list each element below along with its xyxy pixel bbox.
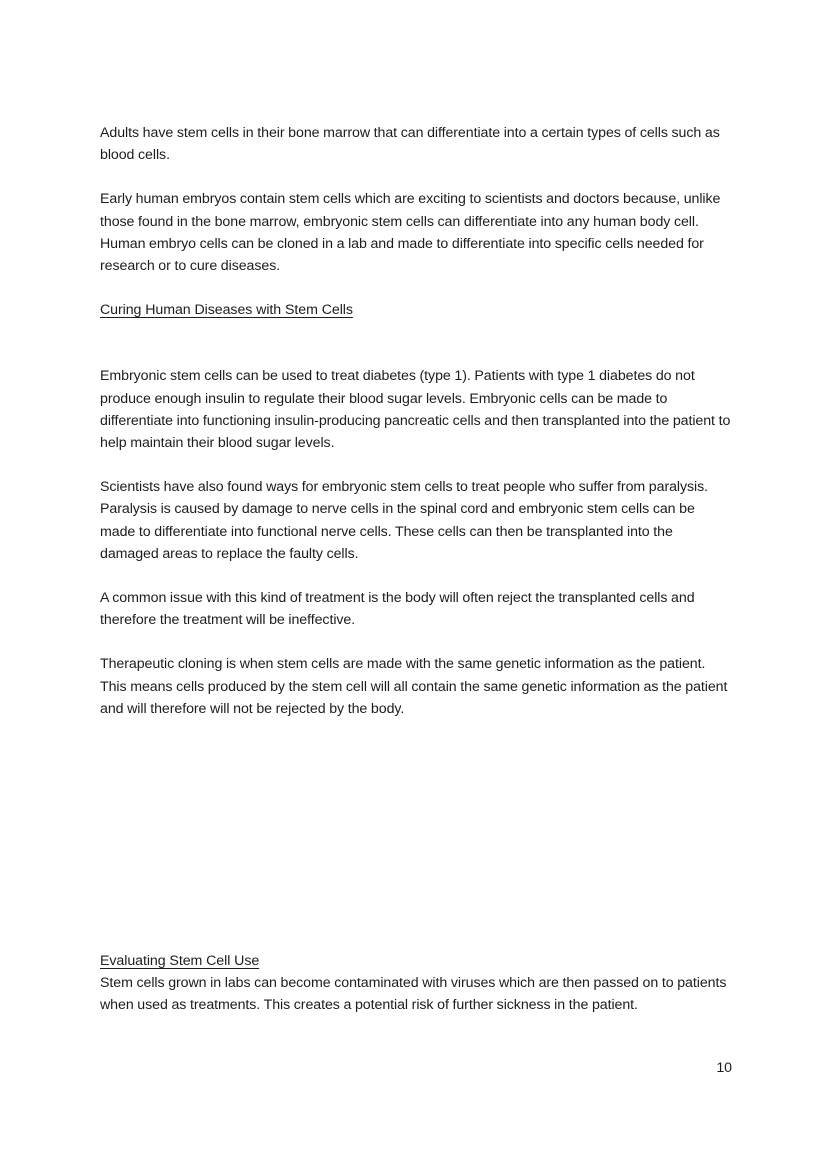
document-body [100, 122, 732, 1039]
paragraph-transplant-rejection: A common issue with this kind of treatment is the body will often reject the transplanted cells and therefore the treatment will be ineffective. [100, 590, 695, 629]
paragraph-adult-stem-cells: Adults have stem cells in their bone marrow that can differentiate into a certain types of cells such as blood cells. [100, 125, 720, 164]
paragraph-embryonic-stem-cells: Early human embryos contain stem cells which are exciting to scientists and doctors because, unlike those found in the bone marrow, embryonic stem cells can differentiate into any human body cell. Human embryo cells can be cloned in a lab and made to differentiate into specific cells needed for research or to cure diseases. [100, 191, 721, 275]
blank-space-separator [100, 720, 732, 950]
page-number: 10 [716, 1060, 732, 1076]
paragraph-therapeutic-cloning: Therapeutic cloning is when stem cells are made with the same genetic information as the patient. This means cells produced by the stem cell will all contain the same genetic information as the patient and will therefore will not be rejected by the body. [100, 656, 728, 717]
heading-curing-human-diseases: Curing Human Diseases with Stem Cells [100, 302, 353, 319]
heading-curing-human-diseases-wrap [100, 299, 732, 343]
heading-evaluating-stem-cell-use-wrap [100, 950, 732, 972]
paragraph-contamination-risk: Stem cells grown in labs can become contaminated with viruses which are then passed on to patients when used as treatments. This creates a potential risk of further sickness in the patient. [100, 975, 727, 1014]
paragraph-paralysis-treatment: Scientists have also found ways for embryonic stem cells to treat people who suffer from paralysis. Paralysis is caused by damage to nerve cells in the spinal cord and embryonic stem cells can be made to differentiate into functional nerve cells. These cells can then be transplanted into the damaged areas to replace the faulty cells. [100, 479, 709, 562]
paragraph-diabetes-treatment: Embryonic stem cells can be used to treat diabetes (type 1). Patients with type 1 diabetes do not produce enough insulin to regulate their blood sugar levels. Embryonic cells can be made to differentiate into functioning insulin-producing pancreatic cells and then transplanted into the patient to help maintain their blood sugar levels. [100, 368, 731, 452]
heading-evaluating-stem-cell-use: Evaluating Stem Cell Use [100, 953, 260, 970]
